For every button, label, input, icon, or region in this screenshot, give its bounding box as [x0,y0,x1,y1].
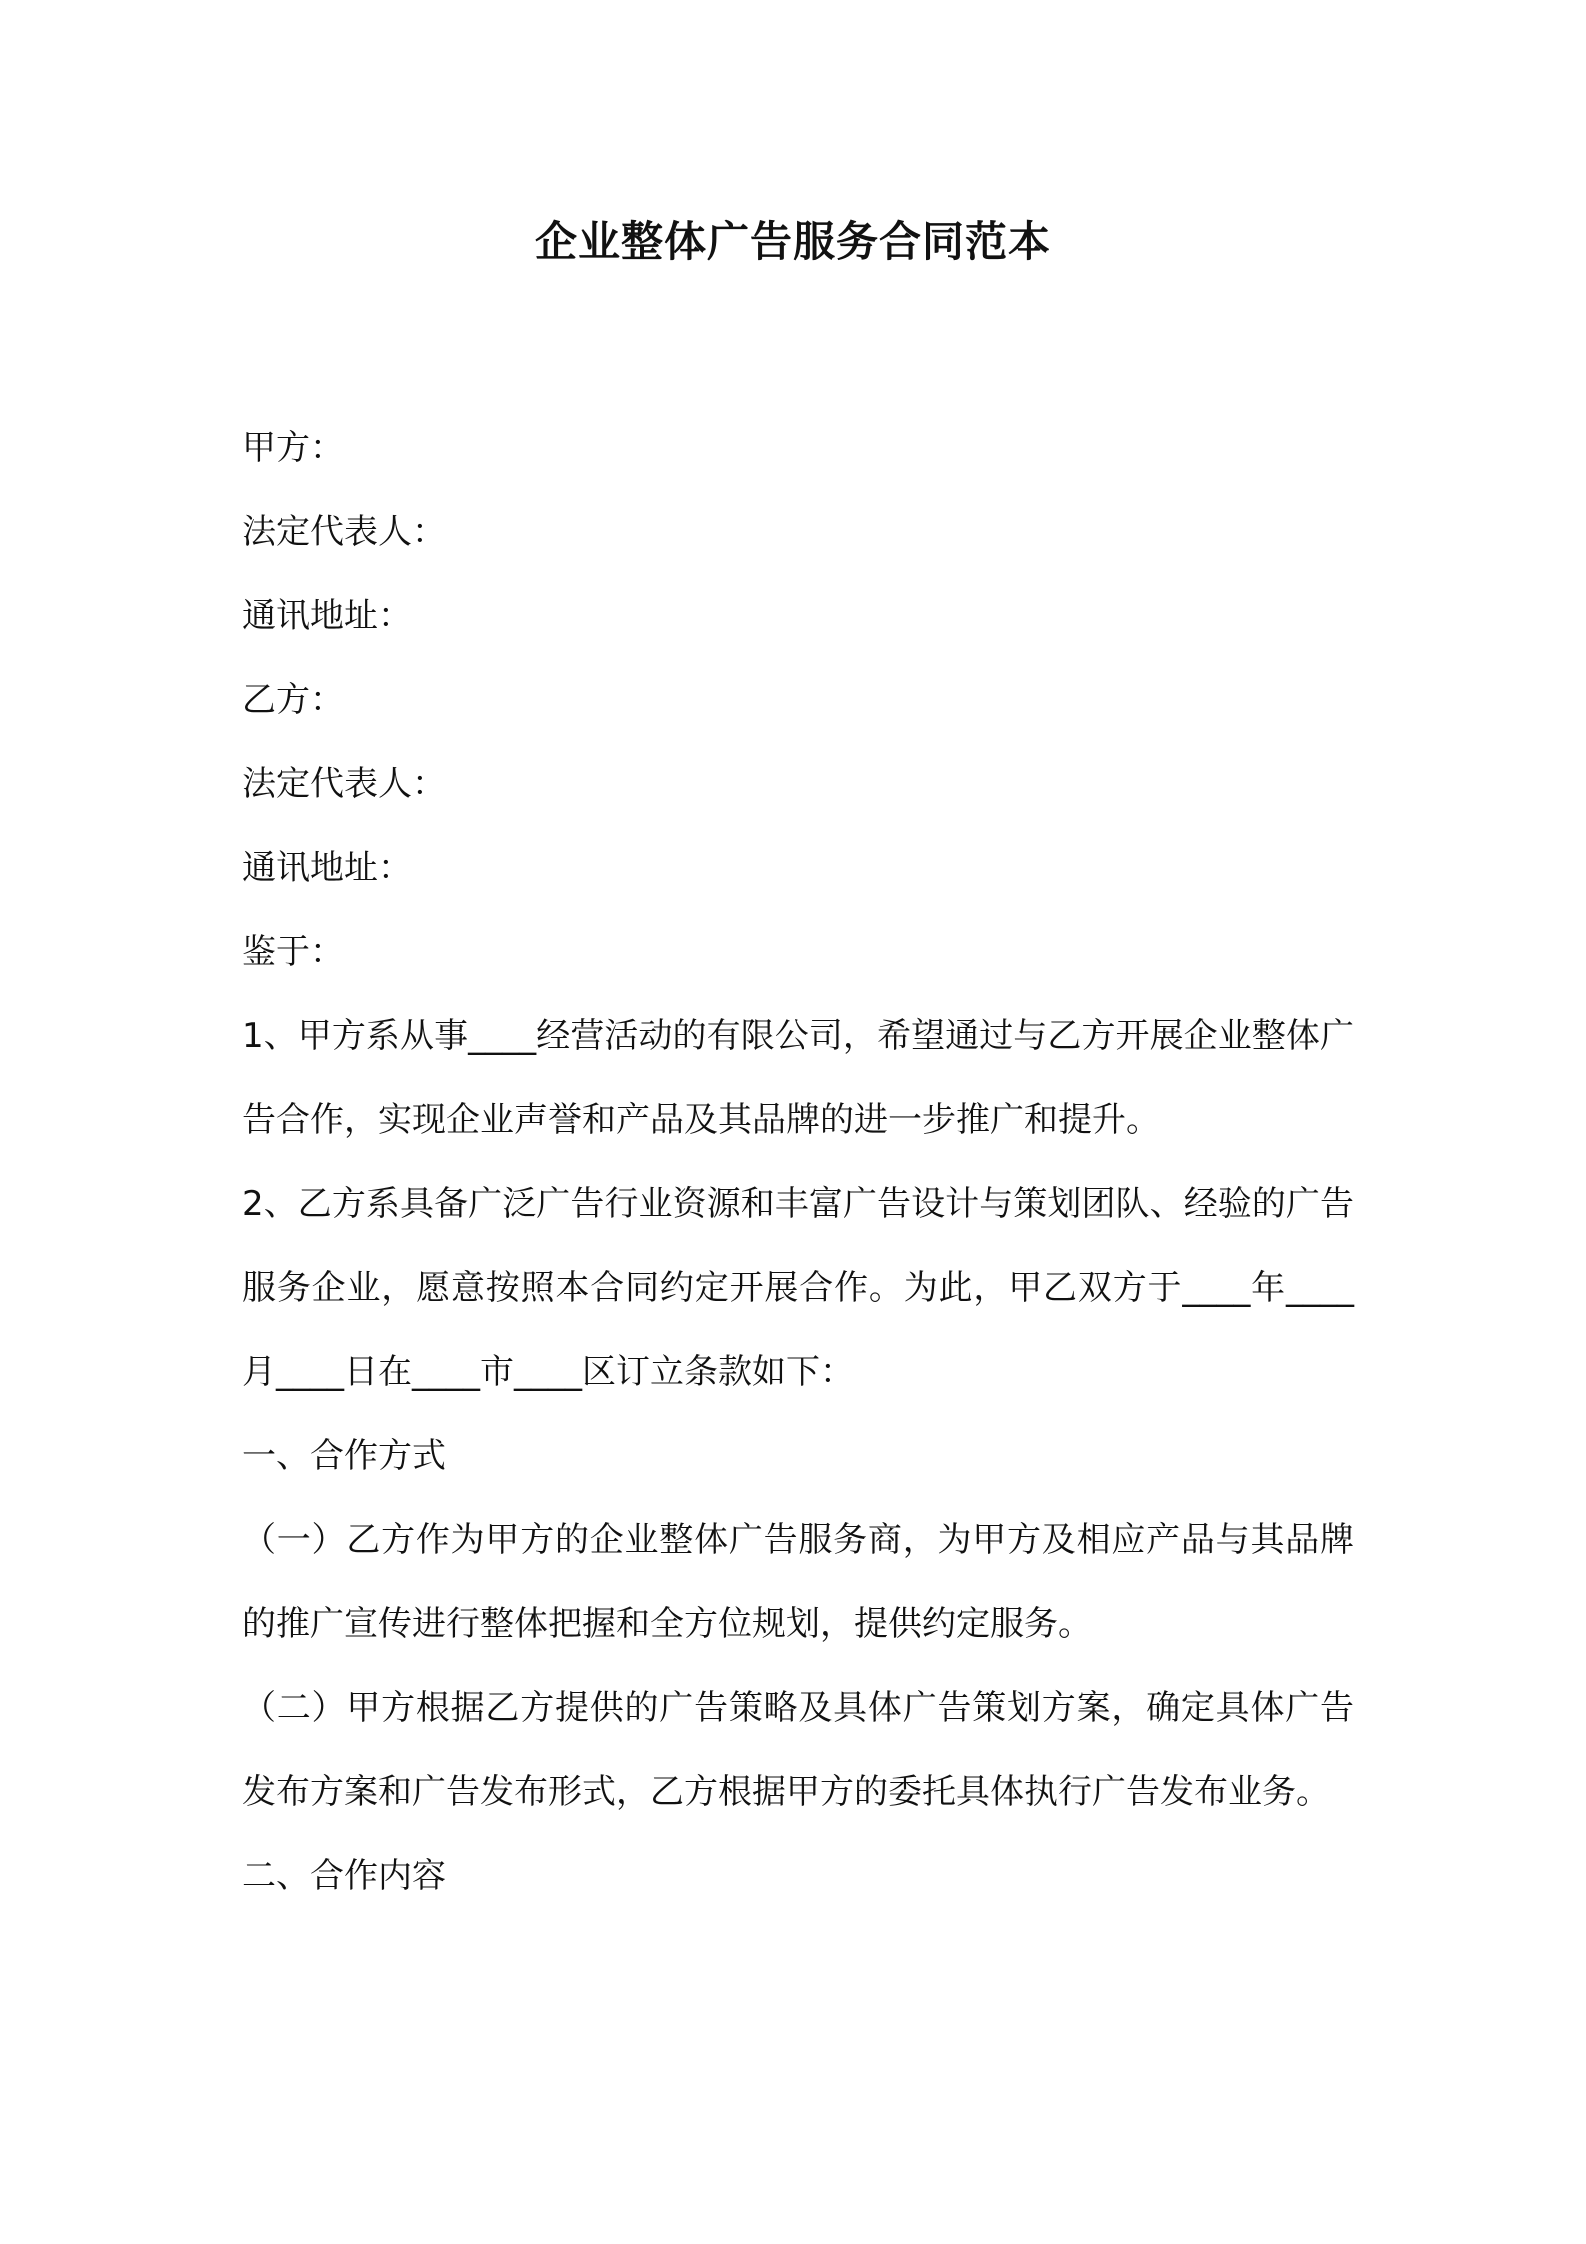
section-2-heading: 二、合作内容 [242,1856,446,1896]
section-1-item-2: （二）甲方根据乙方提供的广告策略及具体广告策划方案，确定具体广告发布方案和广告发布形式，乙方根据甲方的委托具体执行广告发布业务。 [242,1688,1354,1812]
party-a-representative-label: 法定代表人： [242,512,446,552]
document-body [242,406,1354,1918]
section-1-heading: 一、合作方式 [242,1436,446,1476]
party-b-address-label: 通讯地址： [242,848,412,888]
party-a-address-label: 通讯地址： [242,596,412,636]
section-1-item-1: （一）乙方作为甲方的企业整体广告服务商，为甲方及相应产品与其品牌的推广宣传进行整体把握和全方位规划，提供约定服务。 [242,1520,1354,1644]
whereas-label: 鉴于： [242,932,344,972]
clause-2-paragraph: 2、乙方系具备广泛广告行业资源和丰富广告设计与策划团队、经验的广告服务企业，愿意按照本合同约定开展合作。为此，甲乙双方于____年____月____日在____市____区订立条款如下： [242,1184,1354,1392]
party-b-representative-label: 法定代表人： [242,764,446,804]
document-title: 企业整体广告服务合同范本 [534,217,1051,266]
party-b-label: 乙方： [242,680,344,720]
party-a-label: 甲方： [242,428,344,468]
clause-1-paragraph: 1、甲方系从事____经营活动的有限公司，希望通过与乙方开展企业整体广告合作，实现企业声誉和产品及其品牌的进一步推广和提升。 [242,1016,1354,1140]
